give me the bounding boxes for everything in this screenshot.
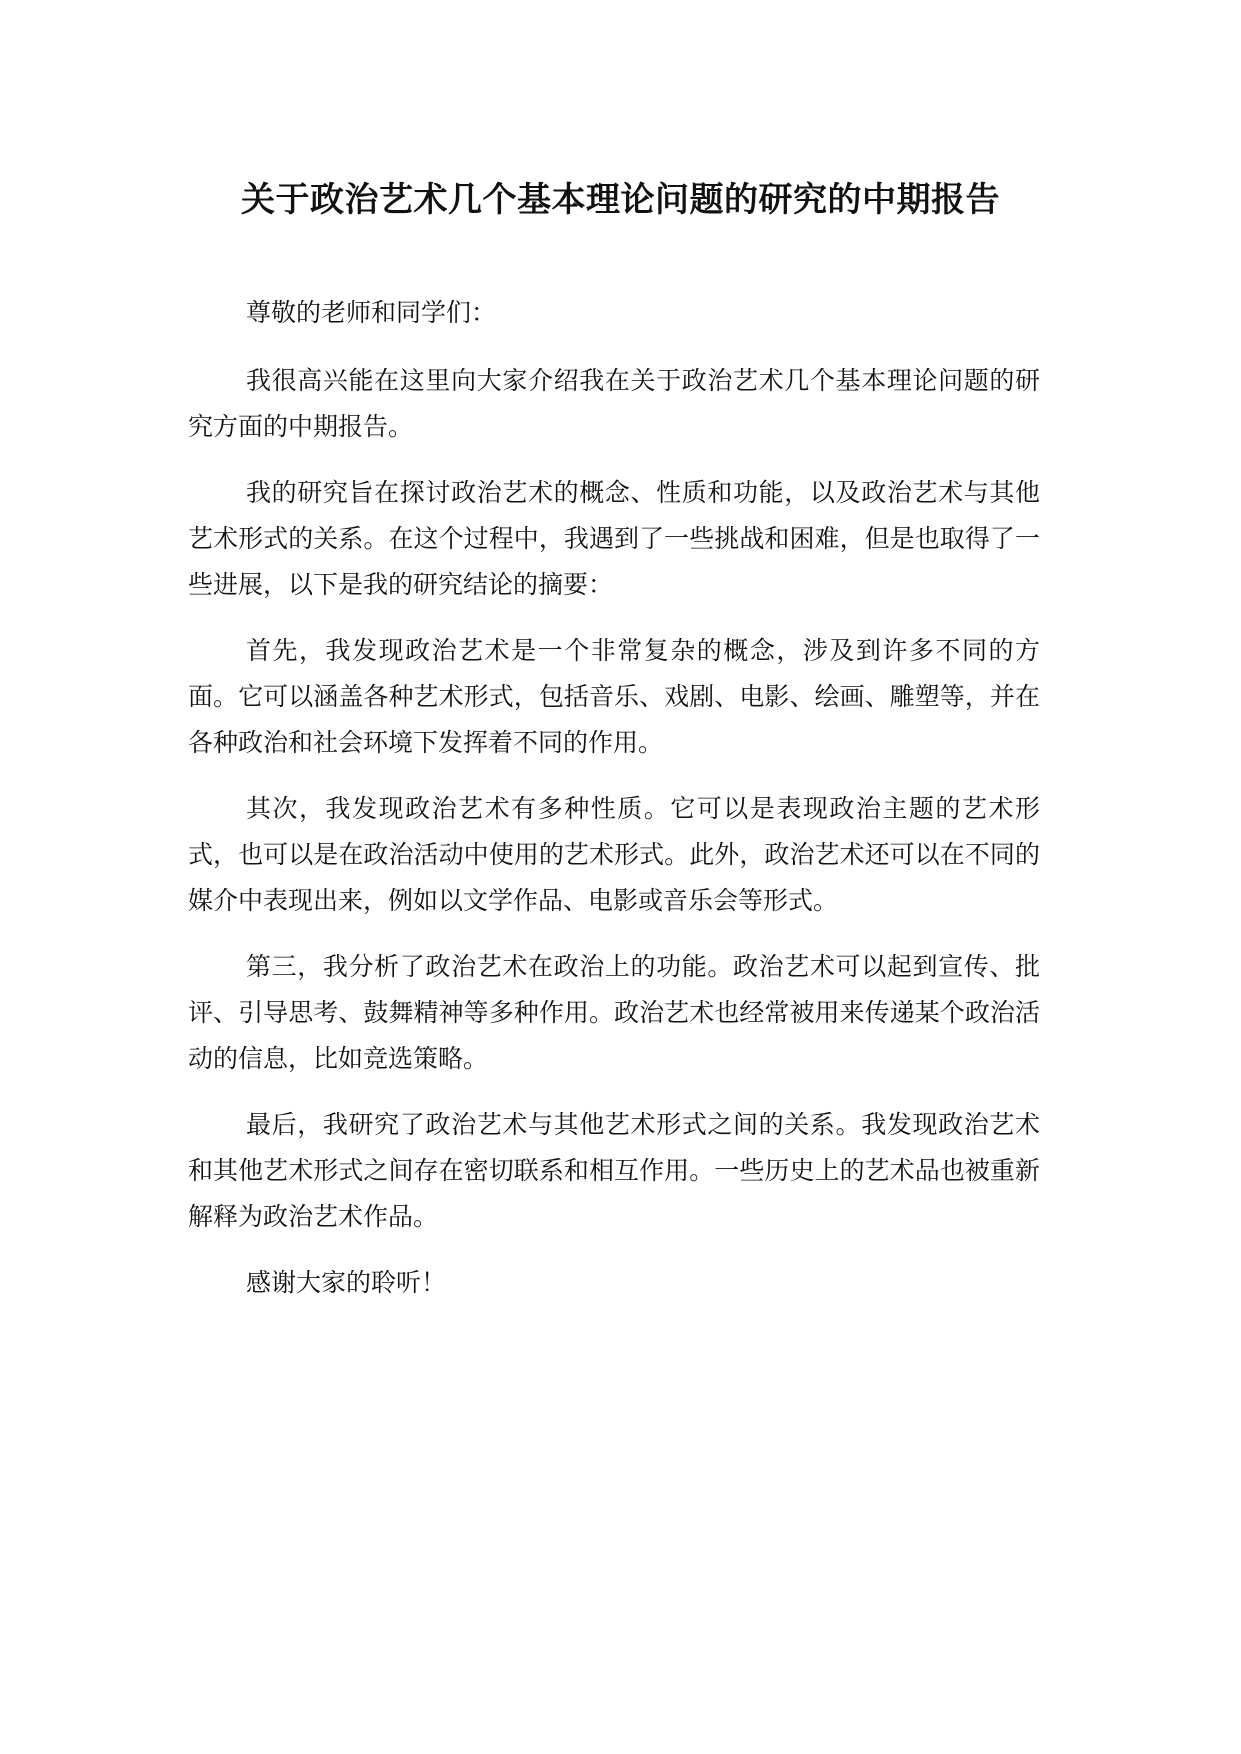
document-body [188, 290, 1040, 1326]
salutation-paragraph: 尊敬的老师和同学们： [246, 298, 497, 327]
closing-paragraph: 感谢大家的聆听！ [246, 1268, 447, 1297]
finding-last-paragraph: 最后，我研究了政治艺术与其他艺术形式之间的关系。我发现政治艺术和其他艺术形式之间存在密切联系和相互作用。一些历史上的艺术品也被重新解释为政治艺术作品。 [188, 1110, 1040, 1231]
finding-first-paragraph: 首先，我发现政治艺术是一个非常复杂的概念，涉及到许多不同的方面。它可以涵盖各种艺术形式，包括音乐、戏剧、电影、绘画、雕塑等，并在各种政治和社会环境下发挥着不同的作用。 [188, 636, 1040, 757]
intro-paragraph: 我很高兴能在这里向大家介绍我在关于政治艺术几个基本理论问题的研究方面的中期报告。 [188, 366, 1040, 441]
finding-third-paragraph: 第三，我分析了政治艺术在政治上的功能。政治艺术可以起到宣传、批评、引导思考、鼓舞精神等多种作用。政治艺术也经常被用来传递某个政治活动的信息，比如竞选策略。 [188, 952, 1040, 1073]
document-title: 关于政治艺术几个基本理论问题的研究的中期报告 [241, 180, 1000, 220]
finding-second-paragraph: 其次，我发现政治艺术有多种性质。它可以是表现政治主题的艺术形式，也可以是在政治活动中使用的艺术形式。此外，政治艺术还可以在不同的媒介中表现出来，例如以文学作品、电影或音乐会等形式。 [188, 794, 1040, 915]
research-aim-paragraph: 我的研究旨在探讨政治艺术的概念、性质和功能，以及政治艺术与其他艺术形式的关系。在这个过程中，我遇到了一些挑战和困难，但是也取得了一些进展，以下是我的研究结论的摘要： [188, 478, 1040, 599]
